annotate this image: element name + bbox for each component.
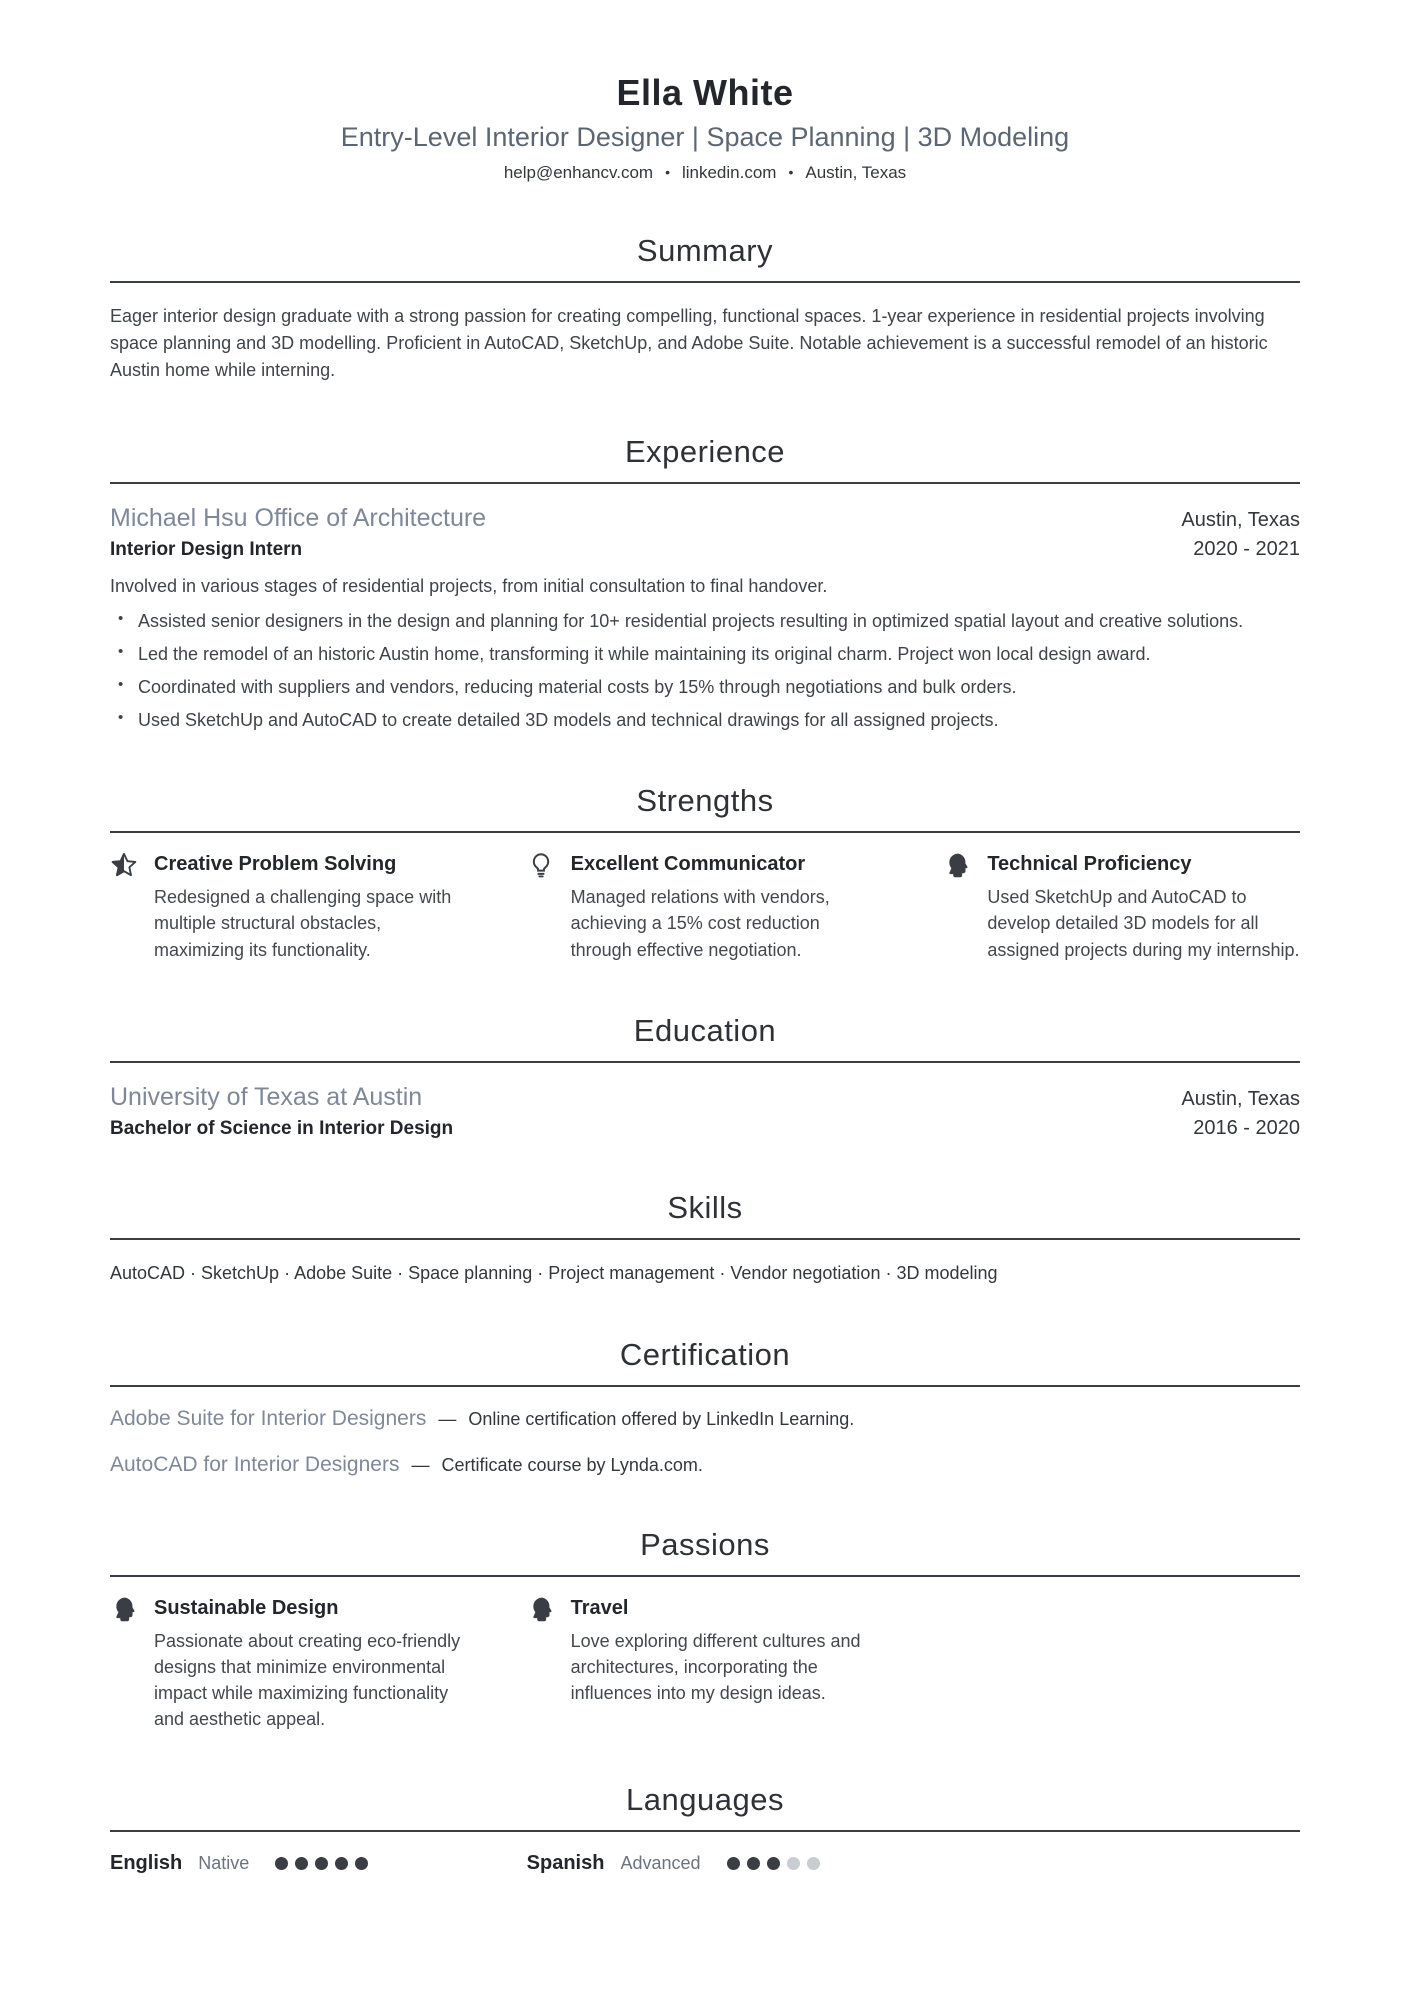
head-icon [527,1595,555,1623]
section-divider [110,281,1300,283]
section-strengths [110,783,1300,962]
section-certification [110,1337,1300,1477]
skills-list: AutoCAD · SketchUp · Adobe Suite · Space planning · Project management · Vendor negotiation · 3D modeling [110,1262,998,1283]
degree: Bachelor of Science in Interior Design [110,1117,454,1139]
education-heading: Education [633,1012,777,1048]
job-bullet: • Led the remodel of an historic Austin home, transforming it while maintaining its original charm. Project won local design award. [110,641,1300,667]
skills-heading: Skills [667,1189,743,1225]
language-level: Native [198,1853,250,1874]
passion-title: Travel [570,1596,629,1619]
section-divider [110,1830,1300,1832]
section-education [110,1013,1300,1140]
language-name: English [110,1852,183,1875]
strength-title: Technical Proficiency [987,853,1192,876]
certification-entry [110,1407,1300,1431]
dash-separator: — [438,1408,457,1429]
certification-heading: Certification [619,1336,791,1372]
job-dates: 2020 - 2021 [1193,538,1300,560]
school-location: Austin, Texas [1181,1087,1300,1110]
languages-heading: Languages [626,1782,784,1818]
certification-entry [110,1453,1300,1477]
head-icon [943,851,971,879]
passion-text: Passionate about creating eco-friendly designs that minimize environmental impact while maximizing functionality and aesthetic appeal. [154,1630,461,1729]
contact-email[interactable]: help@enhancv.com [503,163,654,182]
star-icon [110,851,138,879]
dot-empty [787,1857,800,1870]
section-divider [110,1385,1300,1387]
language-item [527,1852,884,1875]
dot-filled [727,1857,740,1870]
dot-empty [807,1857,820,1870]
strength-text: Used SketchUp and AutoCAD to develop detailed 3D models for all assigned projects during my internship. [987,887,1300,960]
summary-text: Eager interior design graduate with a strong passion for creating compelling, functional spaces. 1-year experience in residential projects involving space planning and 3D modelling. Proficient in AutoCAD, SketchUp, and Adobe Suite. Notable achievement is a successful remodel of an historic Austin home while interning. [110,306,1268,380]
certification-detail: Online certification offered by LinkedIn Learning. [468,1408,855,1429]
strength-item [527,853,884,962]
job-bullet-list [110,608,1300,733]
section-passions [110,1527,1300,1732]
dot-filled [355,1857,368,1870]
job-role: Interior Design Intern [110,539,303,560]
certification-detail: Certificate course by Lynda.com. [441,1454,703,1475]
strength-item [110,853,467,962]
dot-filled [275,1857,288,1870]
section-summary [110,233,1300,384]
dot-filled [747,1857,760,1870]
passion-item [110,1597,467,1732]
job-bullet: • Assisted senior designers in the design and planning for 10+ residential projects resulting in optimized spatial layout and creative solutions. [110,608,1300,634]
contact-website[interactable]: linkedin.com [681,163,777,182]
contact-location: Austin, Texas [805,163,907,182]
strength-text: Managed relations with vendors, achieving a 15% cost reduction through effective negotiation. [570,887,830,960]
job-bullet: • Used SketchUp and AutoCAD to create detailed 3D models and technical drawings for all assigned projects. [110,707,1300,733]
strength-text: Redesigned a challenging space with multiple structural obstacles, maximizing its functionality. [154,887,452,960]
company-name: Michael Hsu Office of Architecture [110,504,487,532]
section-experience [110,434,1300,733]
strengths-heading: Strengths [636,783,774,819]
job-title: Entry-Level Interior Designer | Space Planning | 3D Modeling [340,122,1070,152]
passion-title: Sustainable Design [154,1596,339,1619]
job-description: Involved in various stages of residential projects, from initial consultation to final handover. [110,576,828,596]
passions-heading: Passions [640,1526,770,1562]
dot-filled [335,1857,348,1870]
strength-title: Creative Problem Solving [154,853,397,876]
job-bullet: • Coordinated with suppliers and vendors, reducing material costs by 15% through negotiations and bulk orders. [110,674,1300,700]
experience-heading: Experience [624,434,786,469]
section-divider [110,1061,1300,1063]
section-divider [110,482,1300,484]
summary-heading: Summary [636,233,774,268]
language-proficiency-dots [275,1857,368,1870]
passion-text: Love exploring different cultures and architectures, incorporating the influences into my design ideas. [570,1630,861,1703]
dash-separator: — [411,1454,430,1475]
company-location: Austin, Texas [1181,509,1300,531]
person-name: Ella White [616,72,794,113]
section-divider [110,831,1300,833]
dot-filled [295,1857,308,1870]
language-item [110,1852,467,1875]
experience-entry [110,504,1300,733]
dot-filled [315,1857,328,1870]
certification-title: Adobe Suite for Interior Designers [110,1406,427,1430]
certification-title: AutoCAD for Interior Designers [110,1452,400,1476]
strength-item [943,853,1300,962]
resume-header [110,72,1300,183]
school-name: University of Texas at Austin [110,1082,423,1111]
section-languages [110,1782,1300,1875]
section-skills [110,1190,1300,1287]
separator-dot [776,163,805,182]
language-proficiency-dots [727,1857,820,1870]
education-entry [110,1083,1300,1140]
school-dates: 2016 - 2020 [1193,1116,1300,1139]
language-level: Advanced [620,1853,701,1874]
separator-dot [653,163,682,182]
lightbulb-icon [527,851,555,879]
language-name: Spanish [526,1852,605,1875]
head-icon [110,1595,138,1623]
section-divider [110,1575,1300,1577]
contact-line [110,163,1300,183]
section-divider [110,1238,1300,1240]
dot-filled [767,1857,780,1870]
passion-item [527,1597,884,1732]
strength-title: Excellent Communicator [570,853,806,876]
